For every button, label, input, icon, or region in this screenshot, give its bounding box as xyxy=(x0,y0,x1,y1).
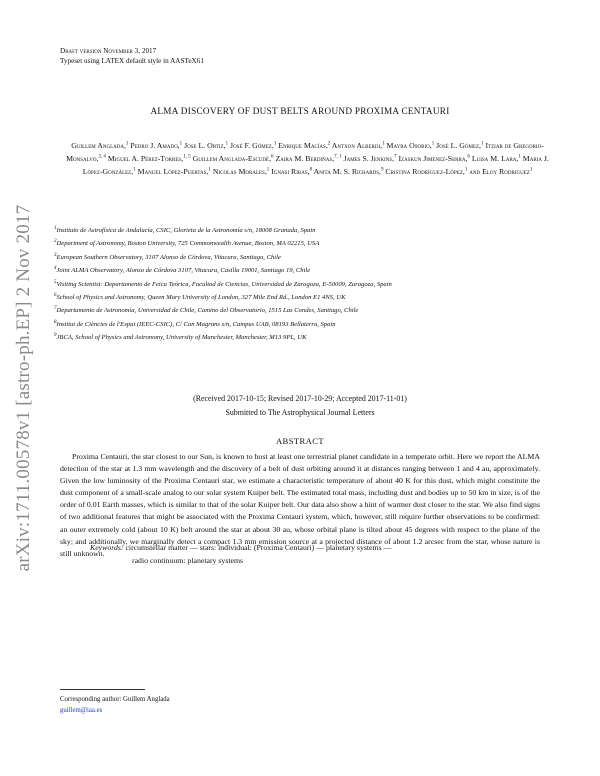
affiliation-text: Departamento de Astronomía, Universidad de Chile, Camino del Observatorio, 1515 Las Condes, Santiago, Chile xyxy=(56,307,359,315)
affiliation-list xyxy=(54,223,392,344)
author-name: Guillem Anglada-Escudé, xyxy=(192,153,272,163)
author-entry xyxy=(108,154,191,163)
author-name: Antxon Alberdi, xyxy=(331,140,383,150)
corresponding-author-footnote xyxy=(60,694,170,716)
author-name: Jose L. Ortiz, xyxy=(184,140,226,150)
affiliation-number: 2 xyxy=(54,239,57,245)
affiliation-item xyxy=(54,303,392,316)
author-affiliation-mark: 8 xyxy=(309,167,313,173)
author-affiliation-mark: 7, 1 xyxy=(334,154,342,160)
author-affiliation-mark: 1 xyxy=(266,167,270,173)
affiliation-number: 3 xyxy=(54,252,57,258)
abstract-heading: ABSTRACT xyxy=(275,436,325,446)
affiliation-text: Department of Astronomy, Boston University, 725 Commonwealth Avenue, Boston, MA 02215, USA xyxy=(56,240,320,248)
author-name: Cristina Rodríguez-López, xyxy=(385,167,465,177)
affiliation-text: Joint ALMA Observatory, Alonso de Córdova 3107, Vitacura, Casilla 19001, Santiago 19, Chile xyxy=(56,267,311,275)
author-affiliation-mark: 1 xyxy=(133,167,136,173)
author-name: Anita M. S. Richards, xyxy=(313,167,381,177)
author-name: and Eloy Rodriguez xyxy=(469,167,530,177)
author-affiliation-mark: 1 xyxy=(481,141,484,146)
author-entry xyxy=(314,167,384,176)
author-name: Itziar de Gregorio-Monsalvo, xyxy=(66,140,544,163)
received-dates: (Received 2017-10-15; Revised 2017-10-29; Accepted 2017-11-01) xyxy=(193,394,407,403)
author-name: Miguel A. Pérez-Torres, xyxy=(107,153,184,163)
footnote-divider xyxy=(60,689,145,690)
author-name: Mayra Osorio, xyxy=(386,140,432,150)
affiliation-text: JBCA, School of Physics and Astronomy, University of Manchester, Manchester, M13 9PL, UK xyxy=(56,334,307,342)
author-entry xyxy=(193,154,274,163)
author-name: Nicolas Morales, xyxy=(212,167,267,177)
keywords-block xyxy=(90,541,530,567)
author-affiliation-mark: 1 xyxy=(529,167,533,173)
author-name: Enrique Macías, xyxy=(278,140,328,150)
affiliation-text: Visiting Scientist: Departamento de Feica Teórica, Facultad de Ciencias, Universidad de Zaragoza, E-50009, Zaragoza, Spain xyxy=(56,280,392,288)
typeset-line: Typeset using LATEX default style in AASTeX61 xyxy=(60,56,204,65)
author-name: José F. Gómez, xyxy=(230,140,274,150)
author-affiliation-mark: 1, 5 xyxy=(183,154,191,160)
affiliation-item xyxy=(54,330,392,343)
affiliation-item xyxy=(54,317,392,330)
author-entry xyxy=(469,167,532,176)
author-affiliation-mark: 3, 4 xyxy=(98,154,106,160)
affiliation-text: Institut de Ciències de l'Espai (IEEC-CSIC), C/ Can Magrans s/n, Campus UAB, 08193 Bellaterra, Spain xyxy=(56,320,336,328)
author-entry xyxy=(138,167,211,176)
author-name: Manuel López-Puertas, xyxy=(137,167,209,177)
affiliation-number: 7 xyxy=(54,306,57,312)
author-name: Zaira M. Berdiñas, xyxy=(275,153,335,163)
author-entry xyxy=(436,141,483,150)
author-entry xyxy=(472,154,521,163)
affiliation-number: 5 xyxy=(54,279,57,285)
author-entry xyxy=(332,141,385,150)
author-affiliation-mark: 7 xyxy=(393,154,397,160)
abstract-body: Proxima Centauri, the star closest to our Sun, is known to host at least one terrestrial planet candidate in a temperate orbit. Here we report the ALMA detection of the star at 1.3 mm wavelength and the discovery of a belt of dust orbiting around it at distances ranging between 1 and 4 au, approximately. Given the low luminosity of the Proxima Centauri star, we estimate a characteristic temperature of about 40 K for this dust, which might constitute the dust component of a small-scale analog to our solar system Kuiper belt. The estimated total mass, including dust and bodies up to 50 km in size, is of the order of 0.01 Earth masses, which is similar to that of the solar Kuiper belt. Our data also show a hint of warmer dust closer to the star. We also find signs of two additional features that might be associated with the Proxima Centauri system, which, however, still require further observations to be confirmed: an outer extremely cold (about 10 K) belt around the star at about 30 au, whose orbital plane is tilted about 45 degrees with respect to the plane of the sky; and additionally, we marginally detect a compact 1.3 mm emission source at a projected distance of about 1.2 arcsec from the star, whose nature is still unknown. xyxy=(60,452,540,558)
author-affiliation-mark: 1 xyxy=(225,141,229,146)
author-entry xyxy=(276,154,342,163)
author-affiliation-mark: 6 xyxy=(467,154,470,160)
arxiv-identifier-stamp: arXiv:1711.00578v1 [astro-ph.EP] 2 Nov 2017 xyxy=(13,204,34,572)
author-entry xyxy=(387,141,435,150)
author-name: Ignasi Ribas, xyxy=(271,167,310,177)
affiliation-text: School of Physics and Astronomy, Queen Mary University of London, 327 Mile End Rd., London E1 4NS, UK xyxy=(56,294,346,302)
paper-title: ALMA DISCOVERY OF DUST BELTS AROUND PROXIMA CENTAURI xyxy=(150,106,450,116)
author-affiliation-mark: 1 xyxy=(464,167,468,173)
author-entry xyxy=(230,141,276,150)
author-entry xyxy=(271,167,312,176)
affiliation-number: 1 xyxy=(54,226,57,231)
author-entry xyxy=(213,167,269,176)
author-name: Maria J. López-González, xyxy=(82,153,549,177)
author-affiliation-mark: 1 xyxy=(518,154,521,160)
affiliation-number: 4 xyxy=(54,266,57,272)
keywords-line-1: circumstellar matter — stars: individual: (Proxima Centauri) — planetary systems — xyxy=(125,543,392,552)
author-affiliation-mark: 6 xyxy=(271,154,274,160)
affiliation-number: 8 xyxy=(54,319,57,325)
draft-version-line: Draft version November 3, 2017 xyxy=(60,47,157,55)
affiliation-text: Instituto de Astrofísica de Andalucía, CSIC, Glorieta de la Astronomía s/n, 18008 Granada, Spain xyxy=(56,227,316,235)
affiliation-text: European Southern Observatory, 3107 Alonso de Córdova, Vitacura, Santiago, Chile xyxy=(56,253,281,261)
author-entry xyxy=(398,154,469,163)
affiliation-item xyxy=(54,277,392,290)
author-entry xyxy=(385,167,467,176)
author-affiliation-mark: 1 xyxy=(431,141,435,146)
author-name: Guillem Anglada, xyxy=(71,140,126,150)
corresponding-email-link[interactable]: guillem@iaa.es xyxy=(60,707,103,714)
affiliation-number: 9 xyxy=(54,333,57,339)
keywords-label: Keywords: xyxy=(90,543,124,552)
author-affiliation-mark: 9 xyxy=(380,167,384,173)
author-name: Pedro J. Amado, xyxy=(130,140,180,150)
affiliation-item xyxy=(54,263,392,276)
author-affiliation-mark: 1 xyxy=(179,141,183,146)
author-name: Izaskun Jimenez-Serra, xyxy=(398,153,468,163)
affiliation-number: 6 xyxy=(54,292,57,298)
author-entry xyxy=(278,141,330,150)
running-header xyxy=(60,47,204,66)
author-entry xyxy=(184,141,228,150)
author-affiliation-mark: 2 xyxy=(327,141,331,146)
corresponding-author: Corresponding author: Guillem Anglada xyxy=(60,696,170,703)
author-affiliation-mark: 1 xyxy=(382,141,385,146)
author-affiliation-mark: 1 xyxy=(208,167,211,173)
author-name: Luisa M. Lara, xyxy=(471,153,519,163)
keywords-line-2: radio continuum: planetary systems xyxy=(132,556,244,565)
affiliation-item xyxy=(54,250,392,263)
author-entry xyxy=(71,141,128,150)
author-affiliation-mark: 1 xyxy=(125,141,129,146)
author-name: James S. Jenkins, xyxy=(343,153,394,163)
author-list xyxy=(60,138,555,178)
submission-journal: Submitted to The Astrophysical Journal Letters xyxy=(225,408,375,417)
affiliation-item xyxy=(54,236,392,249)
author-entry xyxy=(130,141,182,150)
affiliation-item xyxy=(54,223,392,236)
author-name: José L. Gómez, xyxy=(436,140,482,150)
author-affiliation-mark: 1 xyxy=(273,141,277,146)
affiliation-item xyxy=(54,290,392,303)
author-entry xyxy=(344,154,397,163)
